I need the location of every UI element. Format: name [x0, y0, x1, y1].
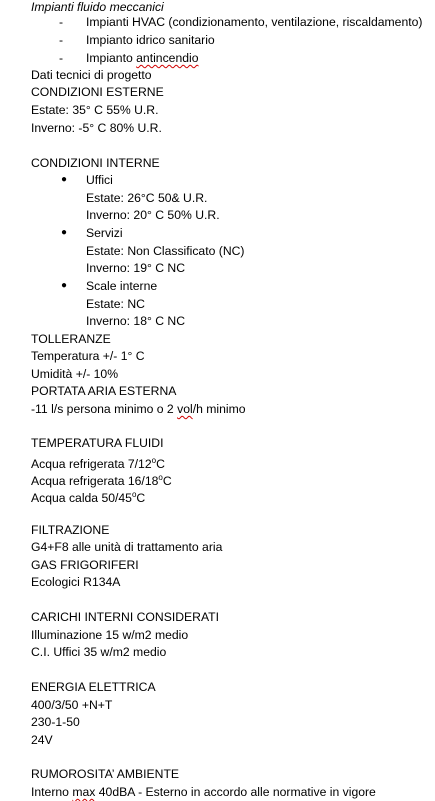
heading-condizioni-esterne: CONDIZIONI ESTERNE — [31, 85, 164, 99]
text-normal: C — [136, 491, 146, 505]
text-normal: -11 l/s persona minimo o 2 — [31, 402, 178, 416]
bullet-marker: ● — [61, 174, 68, 185]
dati-title: Dati tecnici di progetto — [31, 68, 152, 82]
section-header: Impianti fluido meccanici — [31, 0, 164, 14]
text-normal: Impianto — [86, 51, 137, 65]
text-normal: Acqua refrigerata 7/12 — [31, 457, 152, 471]
text-normal: Acqua calda 50/45 — [31, 491, 132, 505]
energia-line: 24V — [31, 733, 53, 747]
dash-marker: - — [59, 51, 64, 65]
dash-marker: - — [59, 15, 64, 29]
list-item — [0, 33, 435, 49]
list-item-text: Impianto idrico sanitario — [86, 33, 215, 47]
degree-mark: o — [151, 456, 157, 465]
text-filtrazione: G4+F8 alle unità di trattamento aria — [31, 540, 223, 554]
fluido-row — [31, 487, 145, 506]
item-estate: Estate: NC — [86, 297, 145, 311]
text-normal: Interno — [31, 785, 73, 799]
list-item-text: Impianti HVAC (condizionamento, ventilazione, riscaldamento) — [86, 15, 423, 29]
degree-mark: o — [158, 473, 163, 482]
heading-portata: PORTATA ARIA ESTERNA — [31, 384, 177, 398]
list-item-text — [86, 51, 198, 65]
heading-fluidi: TEMPERATURA FLUIDI — [31, 436, 164, 450]
heading-gas: GAS FRIGORIFERI — [31, 558, 139, 572]
item-inverno: Inverno: 18° C NC — [86, 314, 186, 328]
text-inverno-esterne: Inverno: -5° C 80% U.R. — [31, 121, 162, 135]
energia-line: 230-1-50 — [31, 715, 80, 729]
bullet-marker: ● — [61, 227, 68, 238]
text-illuminazione: Illuminazione 15 w/m2 medio — [31, 628, 189, 642]
heading-rumorosita: RUMOROSITA’ AMBIENTE — [31, 767, 180, 781]
spellcheck-word: max — [72, 785, 96, 799]
text-ci-uffici: C.I. Uffici 35 w/m2 medio — [31, 645, 167, 659]
list-item — [0, 51, 435, 67]
bullet-marker: ● — [61, 280, 68, 291]
item-inverno: Inverno: 19° C NC — [86, 261, 186, 275]
text-normal: C — [156, 457, 165, 471]
heading-tolleranze: TOLLERANZE — [31, 332, 111, 346]
heading-energia: ENERGIA ELETTRICA — [31, 680, 156, 694]
item-estate: Estate: Non Classificato (NC) — [86, 244, 245, 258]
text-gas: Ecologici R134A — [31, 575, 121, 589]
item-name: Uffici — [86, 173, 113, 187]
item-estate: Estate: 26°C 50& U.R. — [86, 191, 208, 205]
energia-line: 400/3/50 +N+T — [31, 698, 113, 712]
text-normal: Acqua refrigerata 16/18 — [31, 474, 159, 488]
text-umidita: Umidità +/- 10% — [31, 367, 119, 381]
heading-condizioni-interne: CONDIZIONI INTERNE — [31, 156, 160, 170]
item-name: Servizi — [86, 226, 123, 240]
spellcheck-word: antincendio — [136, 51, 199, 65]
text-rumorosita — [31, 784, 376, 800]
text-normal: C — [162, 474, 172, 488]
text-normal: 40dBA - Esterno in accordo alle normative in vigore — [95, 785, 376, 799]
heading-filtrazione: FILTRAZIONE — [31, 523, 110, 537]
list-item — [0, 15, 435, 31]
text-temperatura: Temperatura +/- 1° C — [31, 349, 145, 363]
text-portata — [31, 401, 246, 417]
text-estate-esterne: Estate: 35° C 55% U.R. — [31, 103, 159, 117]
item-name: Scale interne — [86, 279, 158, 293]
degree-mark: o — [131, 490, 137, 499]
spellcheck-word: vol — [177, 402, 193, 416]
heading-carichi: CARICHI INTERNI CONSIDERATI — [31, 610, 220, 624]
text-normal: /h minimo — [192, 402, 246, 416]
item-inverno: Inverno: 20° C 50% U.R. — [86, 208, 220, 222]
dash-marker: - — [59, 33, 64, 47]
